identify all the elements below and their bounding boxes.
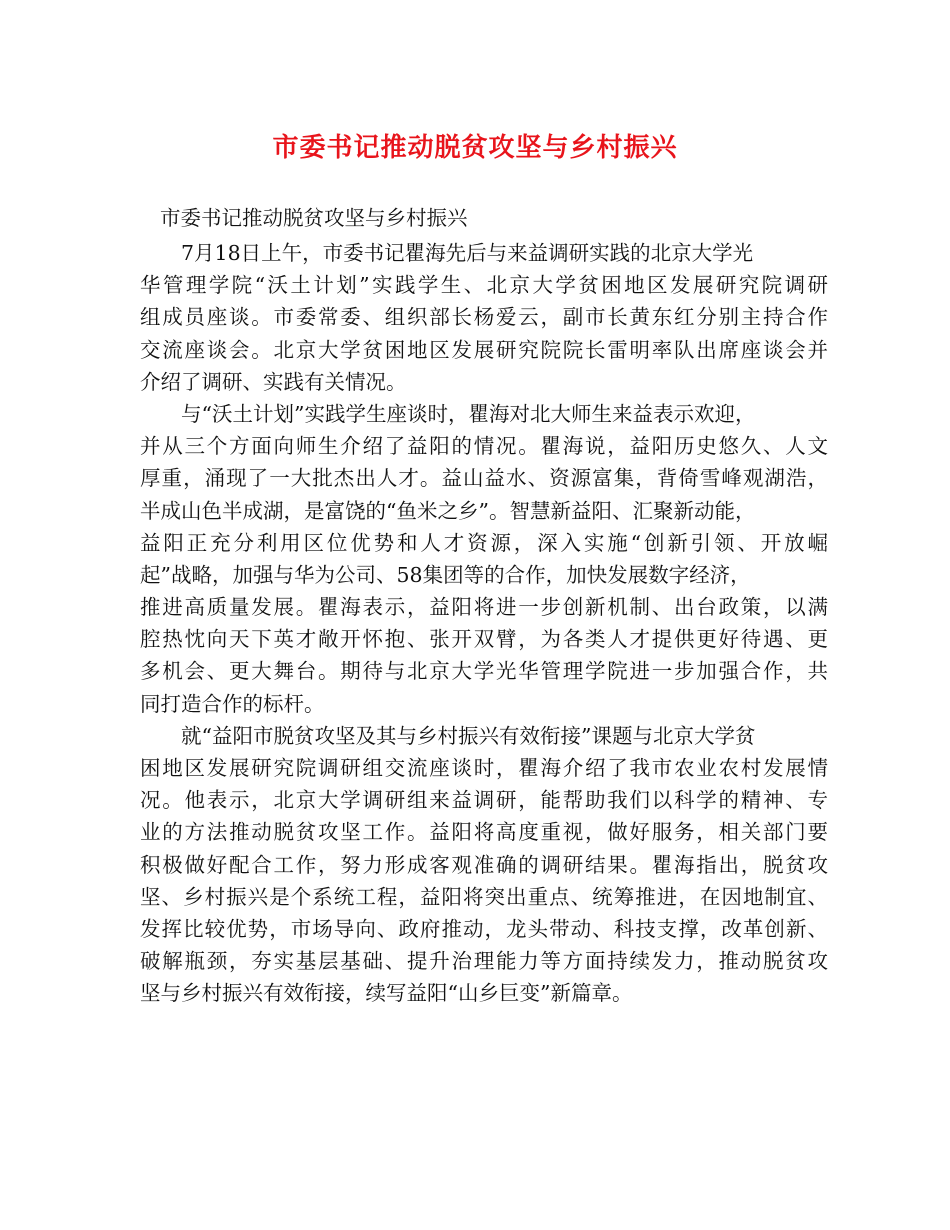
text-line: 厚重，涌现了一大批杰出人才。益山益水、资源富集，背倚雪峰观湖浩， (140, 466, 828, 491)
text-line: 交流座谈会。北京大学贫困地区发展研究院院长雷明率队出席座谈会并 (140, 337, 828, 362)
document-body (140, 202, 828, 1010)
text-line: 坚、乡村振兴是个系统工程，益阳将突出重点、统筹推进，在因地制宜、 (140, 884, 828, 909)
text-line: 起”战略，加强与华为公司、58集团等的合作，加快发展数字经济， (140, 562, 751, 587)
paragraph-2 (140, 398, 828, 720)
text-line: 坚与乡村振兴有效衔接，续写益阳“山乡巨变”新篇章。 (140, 981, 633, 1006)
text-line: 组成员座谈。市委常委、组织部长杨爱云，副市长黄东红分别主持合作 (140, 305, 828, 330)
text-line: 同打造合作的标杆。 (140, 691, 325, 716)
text-line: 困地区发展研究院调研组交流座谈时，瞿海介绍了我市农业农村发展情 (140, 756, 828, 780)
paragraph-1 (140, 237, 828, 398)
document-subtitle: 市委书记推动脱贫攻坚与乡村振兴 (160, 206, 468, 230)
text-line: 与“沃土计划”实践学生座谈时，瞿海对北大师生来益表示欢迎， (181, 401, 756, 426)
text-line: 多机会、更大舞台。期待与北京大学光华管理学院进一步加强合作，共 (140, 659, 828, 684)
text-line: 推进高质量发展。瞿海表示，益阳将进一步创新机制、出台政策，以满 (140, 595, 828, 620)
text-line: 就“益阳市脱贫攻坚及其与乡村振兴有效衔接”课题与北京大学贫 (181, 723, 756, 748)
text-line: 介绍了调研、实践有关情况。 (140, 369, 407, 394)
text-line: 7月18日上午，市委书记瞿海先后与来益调研实践的北京大学光 (181, 241, 754, 265)
text-line: 华管理学院“沃土计划”实践学生、北京大学贫困地区发展研究院调研 (140, 273, 828, 298)
text-line: 况。他表示，北京大学调研组来益调研，能帮助我们以科学的精神、专 (140, 788, 828, 813)
text-line: 业的方法推动脱贫攻坚工作。益阳将高度重视，做好服务，相关部门要 (140, 820, 828, 845)
text-line: 发挥比较优势，市场导向、政府推动，龙头带动、科技支撑，改革创新、 (140, 916, 828, 941)
text-line: 积极做好配合工作，努力形成客观准确的调研结果。瞿海指出，脱贫攻 (140, 852, 828, 877)
text-line: 腔热忱向天下英才敞开怀抱、张开双臂，为各类人才提供更好待遇、更 (140, 627, 828, 652)
text-line: 破解瓶颈，夯实基层基础、提升治理能力等方面持续发力，推动脱贫攻 (140, 949, 828, 974)
text-line: 益阳正充分利用区位优势和人才资源，深入实施“创新引领、开放崛 (140, 530, 828, 555)
text-line: 半成山色半成湖，是富饶的“鱼米之乡”。智慧新益阳、汇聚新动能， (140, 498, 756, 523)
paragraph-3 (140, 720, 828, 1010)
text-line: 并从三个方面向师生介绍了益阳的情况。瞿海说，益阳历史悠久、人文 (140, 434, 828, 459)
document-title: 市委书记推动脱贫攻坚与乡村振兴 (272, 133, 678, 163)
